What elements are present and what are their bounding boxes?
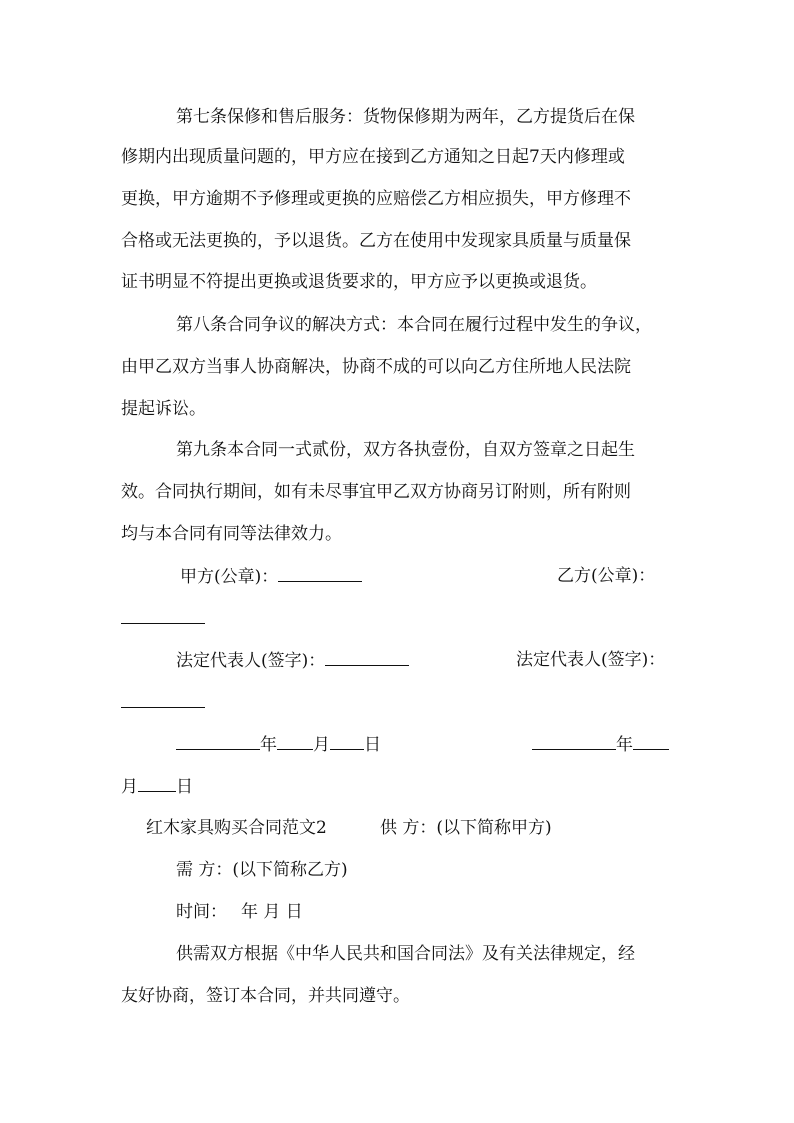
buyer-line: 需 方：(以下简称乙方) (176, 860, 348, 880)
rep-b-label: 法定代表人(签字)： (516, 650, 666, 670)
preamble-line1: 供需双方根据《中华人民共和国合同法》及有关法律规定，经 (176, 944, 635, 964)
article7-line5: 证书明显不符提出更换或退货要求的，甲方应予以更换或退货。 (121, 272, 597, 292)
date-b-year-label: 年 (616, 735, 633, 755)
article7-line3: 更换，甲方逾期不予修理或更换的应赔偿乙方相应损失，甲方修理不 (121, 189, 631, 209)
party-a-seal-label: 甲方(公章)： (180, 567, 279, 587)
date-a-day-label: 日 (364, 735, 381, 755)
party-b-seal-row (121, 607, 205, 630)
article7-line4: 合格或无法更换的，予以退货。乙方在使用中发现家具质量与质量保 (121, 231, 631, 251)
rep-b-blank[interactable] (121, 691, 205, 708)
article9-line2: 效。合同执行期间，如有未尽事宜甲乙双方协商另订附则，所有附则 (121, 482, 631, 502)
article9-line3: 均与本合同有同等法律效力。 (121, 524, 342, 544)
date-b-day-label: 日 (176, 777, 193, 797)
party-a-seal-row (180, 565, 362, 588)
date-a-year-label: 年 (260, 735, 277, 755)
article9-line1: 第九条本合同一式贰份，双方各执壹份，自双方签章之日起生 (176, 440, 635, 460)
article8-line1: 第八条合同争议的解决方式：本合同在履行过程中发生的争议， (176, 315, 652, 335)
date-b-day-blank[interactable] (138, 775, 176, 792)
date-b-month-blank[interactable] (633, 733, 669, 750)
date-a-month-blank[interactable] (277, 733, 313, 750)
rep-b-row (121, 691, 205, 714)
article7-line1: 第七条保修和售后服务：货物保修期为两年，乙方提货后在保 (176, 107, 635, 127)
date-b-year-blank[interactable] (532, 733, 616, 750)
rep-a-label: 法定代表人(签字)： (176, 651, 326, 671)
rep-a-row (176, 649, 409, 672)
article8-line2: 由甲乙双方当事人协商解决，协商不成的可以向乙方住所地人民法院 (121, 357, 631, 377)
date-b-row2 (121, 775, 193, 798)
date-b-row (532, 733, 669, 756)
date-b-month-label: 月 (121, 777, 138, 797)
article7-line2: 修期内出现质量问题的，甲方应在接到乙方通知之日起7天内修理或 (121, 147, 625, 167)
date-a-row (176, 733, 381, 756)
preamble-line2: 友好协商，签订本合同，并共同遵守。 (121, 986, 410, 1006)
party-a-seal-blank[interactable] (278, 565, 362, 582)
date-a-day-blank[interactable] (330, 733, 364, 750)
supplier-line: 供 方：(以下简称甲方) (380, 818, 552, 838)
article8-line3: 提起诉讼。 (121, 399, 206, 419)
date-a-month-label: 月 (313, 735, 330, 755)
time-row (176, 901, 303, 923)
date-a-year-blank[interactable] (176, 733, 260, 750)
rep-a-blank[interactable] (325, 649, 409, 666)
party-b-seal-blank[interactable] (121, 607, 205, 624)
party-b-seal-label: 乙方(公章)： (557, 566, 656, 586)
contract2-title: 红木家具购买合同范文2 (146, 818, 327, 838)
time-fields: 年 月 日 (241, 902, 303, 922)
time-label: 时间： (176, 902, 227, 922)
